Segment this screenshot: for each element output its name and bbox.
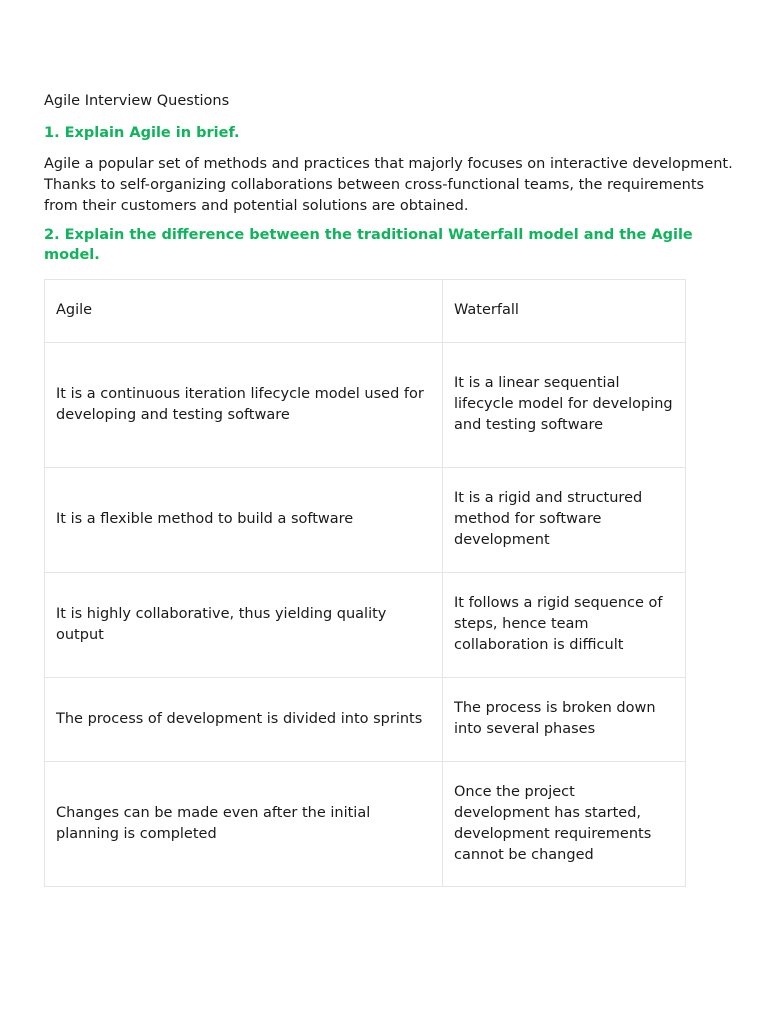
header-cell-agile: Agile [45,279,443,342]
table-row [45,572,686,677]
waterfall-cell: It is a rigid and structured method for software development [443,467,686,572]
waterfall-cell: It follows a rigid sequence of steps, hence team collaboration is difficult [443,572,686,677]
table-row [45,677,686,761]
agile-cell: It is a flexible method to build a software [45,467,443,572]
waterfall-cell: The process is broken down into several phases [443,677,686,761]
agile-cell: Changes can be made even after the initial planning is completed [45,761,443,886]
agile-cell: The process of development is divided into sprints [45,677,443,761]
document-page [44,91,734,887]
table-header-row [45,279,686,342]
agile-cell: It is highly collaborative, thus yielding quality output [45,572,443,677]
agile-cell: It is a continuous iteration lifecycle model used for developing and testing software [45,342,443,467]
table-row [45,342,686,467]
question-1-heading: 1. Explain Agile in brief. [44,125,240,141]
waterfall-cell: Once the project development has started, development requirements cannot be changed [443,761,686,886]
table-row [45,467,686,572]
table-row [45,761,686,886]
waterfall-cell: It is a linear sequential lifecycle model for developing and testing software [443,342,686,467]
document-title: Agile Interview Questions [44,93,230,109]
header-cell-waterfall: Waterfall [443,279,686,342]
question-2-heading: 2. Explain the difference between the traditional Waterfall model and the Agile model. [44,226,693,263]
comparison-table [44,279,686,887]
question-1-answer: Agile a popular set of methods and practices that majorly focuses on interactive development. Thanks to self-organizing collaborations between cross-functional teams, the requirements from their customers and potential solutions are obtained. [44,155,733,214]
